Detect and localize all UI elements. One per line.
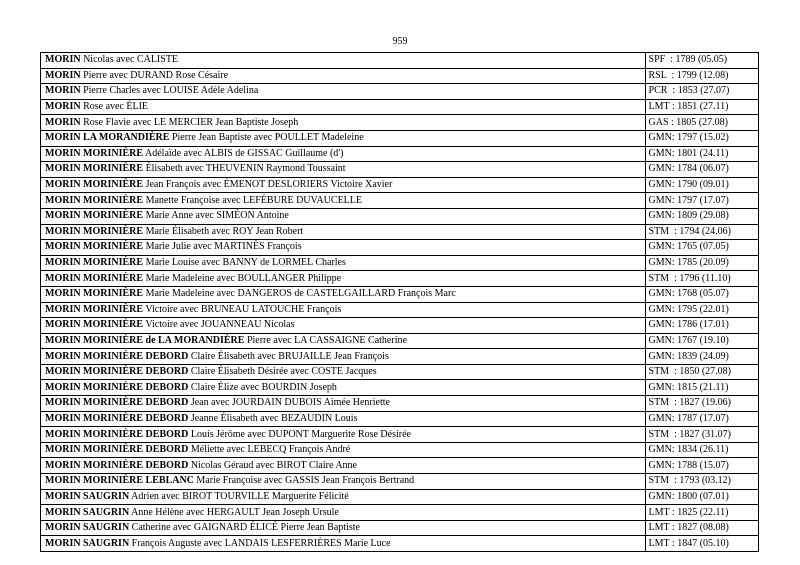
reference-cell: GMN: 1801 (24.11)	[645, 146, 758, 162]
surname: MORIN MORINIÈRE	[45, 147, 144, 159]
surname: MORIN	[45, 101, 81, 113]
given-names-and-spouse: Marie Madeleine avec DANGEROS de CASTELGAILLARD François Marc	[145, 288, 456, 300]
table-row	[41, 84, 759, 100]
given-names-and-spouse: Jean avec JOURDAIN DUBOIS Aimée Henriette	[190, 397, 390, 409]
reference-cell: LMT : 1851 (27.11)	[645, 99, 758, 115]
table-row	[41, 162, 759, 178]
table-row	[41, 286, 759, 302]
reference-cell: GMN: 1765 (07.05)	[645, 240, 758, 256]
given-names-and-spouse: Marie Julie avec MARTINÈS François	[145, 241, 302, 253]
reference-cell: STM : 1796 (11.10)	[645, 271, 758, 287]
given-names-and-spouse: Marie Madeleine avec BOULLANGER Philippe	[145, 272, 342, 284]
reference-cell: LMT : 1847 (05.10)	[645, 536, 758, 552]
couple-cell	[41, 115, 646, 131]
given-names-and-spouse: Marie Françoise avec GASSIS Jean François Bertrand	[196, 475, 415, 487]
given-names-and-spouse: Rose Flavie avec LE MERCIER Jean Baptiste Joseph	[83, 116, 299, 128]
table-row	[41, 146, 759, 162]
table-row	[41, 520, 759, 536]
given-names-and-spouse: Claire Élisabeth avec BRUJAILLE Jean François	[190, 350, 389, 362]
reference-cell: SPF : 1789 (05.05)	[645, 53, 758, 69]
given-names-and-spouse: Marie Anne avec SIMÉON Antoine	[145, 210, 289, 222]
couple-cell	[41, 271, 646, 287]
couple-cell	[41, 536, 646, 552]
reference-cell: STM : 1850 (27.08)	[645, 364, 758, 380]
reference-cell: GMN: 1785 (20.09)	[645, 255, 758, 271]
given-names-and-spouse: Adrien avec BIROT TOURVILLE Marguerite Félicité	[131, 490, 349, 502]
given-names-and-spouse: Jean François avec ÉMENOT DESLORIERS Victoire Xavier	[145, 179, 393, 191]
couple-cell	[41, 474, 646, 490]
reference-cell: GMN: 1800 (07.01)	[645, 489, 758, 505]
surname: MORIN	[45, 54, 81, 66]
table-row	[41, 333, 759, 349]
table-row	[41, 302, 759, 318]
couple-cell	[41, 240, 646, 256]
table-row	[41, 349, 759, 365]
table-row	[41, 224, 759, 240]
given-names-and-spouse: Catherine avec GAIGNARD ÉLICÉ Pierre Jean Baptiste	[131, 522, 360, 534]
surname: MORIN MORINIÈRE LEBLANC	[45, 475, 194, 487]
couple-cell	[41, 318, 646, 334]
surname: MORIN MORINIÈRE	[45, 257, 144, 269]
reference-cell: GMN: 1797 (17.07)	[645, 193, 758, 209]
given-names-and-spouse: Pierre Jean Baptiste avec POULLET Madeleine	[171, 132, 364, 144]
reference-cell: GMN: 1839 (24.09)	[645, 349, 758, 365]
reference-cell: GMN: 1768 (05.07)	[645, 286, 758, 302]
table-row	[41, 68, 759, 84]
couple-cell	[41, 177, 646, 193]
reference-cell: GMN: 1784 (06.07)	[645, 162, 758, 178]
given-names-and-spouse: Adélaïde avec ALBIS de GISSAC Guillaume (d')	[145, 147, 344, 159]
table-row	[41, 489, 759, 505]
table-row	[41, 208, 759, 224]
couple-cell	[41, 442, 646, 458]
reference-cell: STM : 1793 (03.12)	[645, 474, 758, 490]
surname: MORIN	[45, 116, 81, 128]
surname: MORIN MORINIÈRE DEBORD	[45, 397, 189, 409]
couple-cell	[41, 146, 646, 162]
reference-cell: STM : 1827 (19.06)	[645, 396, 758, 412]
couple-cell	[41, 130, 646, 146]
page-number: 959	[392, 36, 408, 47]
table-row	[41, 255, 759, 271]
given-names-and-spouse: Claire Élisabeth Désirée avec COSTE Jacques	[190, 366, 377, 378]
reference-cell: GAS : 1805 (27.08)	[645, 115, 758, 131]
couple-cell	[41, 505, 646, 521]
reference-cell: GMN: 1767 (19.10)	[645, 333, 758, 349]
given-names-and-spouse: Marie Louise avec BANNY de LORMEL Charles	[145, 257, 346, 269]
surname: MORIN MORINIÈRE DEBORD	[45, 444, 189, 456]
surname: MORIN MORINIÈRE	[45, 288, 144, 300]
couple-cell	[41, 224, 646, 240]
surname: MORIN MORINIÈRE DEBORD	[45, 350, 189, 362]
surname: MORIN MORINIÈRE DEBORD	[45, 381, 189, 393]
reference-cell: GMN: 1815 (21.11)	[645, 380, 758, 396]
table-row	[41, 130, 759, 146]
given-names-and-spouse: Pierre avec LA CASSAIGNE Catherine	[246, 334, 407, 346]
given-names-and-spouse: Victoire avec BRUNEAU LATOUCHE François	[145, 303, 342, 315]
table-row	[41, 271, 759, 287]
table-row	[41, 318, 759, 334]
table-row	[41, 177, 759, 193]
couple-cell	[41, 255, 646, 271]
couple-cell	[41, 458, 646, 474]
surname: MORIN	[45, 69, 81, 81]
reference-cell: GMN: 1834 (26.11)	[645, 442, 758, 458]
given-names-and-spouse: Nicolas Géraud avec BIROT Claire Anne	[190, 459, 357, 471]
surname: MORIN MORINIÈRE de LA MORANDIÈRE	[45, 334, 245, 346]
table-row	[41, 240, 759, 256]
surname: MORIN MORINIÈRE	[45, 210, 144, 222]
reference-cell: LMT : 1827 (08.08)	[645, 520, 758, 536]
surname: MORIN MORINIÈRE DEBORD	[45, 412, 189, 424]
reference-cell: GMN: 1809 (29.08)	[645, 208, 758, 224]
surname: MORIN MORINIÈRE	[45, 303, 144, 315]
couple-cell	[41, 286, 646, 302]
couple-cell	[41, 349, 646, 365]
given-names-and-spouse: Pierre Charles avec LOUISE Adèle Adelina	[83, 85, 259, 97]
given-names-and-spouse: Nicolas avec CALISTE	[83, 54, 179, 66]
given-names-and-spouse: Anne Hélène avec HERGAULT Jean Joseph Ursule	[131, 506, 339, 518]
couple-cell	[41, 520, 646, 536]
table-row	[41, 411, 759, 427]
couple-cell	[41, 193, 646, 209]
table-row	[41, 193, 759, 209]
couple-cell	[41, 53, 646, 69]
couple-cell	[41, 208, 646, 224]
given-names-and-spouse: Manette Françoise avec LEFÉBURE DUVAUCELLE	[145, 194, 362, 206]
given-names-and-spouse: Rose avec ÉLIE	[83, 101, 149, 113]
given-names-and-spouse: Méliette avec LEBECQ François André	[190, 444, 351, 456]
reference-cell: GMN: 1788 (15.07)	[645, 458, 758, 474]
table-row	[41, 99, 759, 115]
couple-cell	[41, 364, 646, 380]
reference-cell: GMN: 1787 (17.07)	[645, 411, 758, 427]
surname: MORIN SAUGRIN	[45, 522, 130, 534]
reference-cell: GMN: 1795 (22.01)	[645, 302, 758, 318]
table-row	[41, 364, 759, 380]
table-row	[41, 458, 759, 474]
surname: MORIN SAUGRIN	[45, 506, 130, 518]
couple-cell	[41, 99, 646, 115]
couple-cell	[41, 333, 646, 349]
reference-cell: PCR : 1853 (27.07)	[645, 84, 758, 100]
reference-cell: GMN: 1797 (15.02)	[645, 130, 758, 146]
table-row	[41, 505, 759, 521]
given-names-and-spouse: Claire Élize avec BOURDIN Joseph	[190, 381, 337, 393]
surname: MORIN SAUGRIN	[45, 537, 130, 549]
surname: MORIN	[45, 85, 81, 97]
given-names-and-spouse: Jeanne Élisabeth avec BEZAUDIN Louis	[190, 412, 358, 424]
table-row	[41, 380, 759, 396]
surname: MORIN MORINIÈRE	[45, 319, 144, 331]
reference-cell: STM : 1827 (31.07)	[645, 427, 758, 443]
surname: MORIN MORINIÈRE	[45, 225, 144, 237]
reference-cell: GMN: 1786 (17.01)	[645, 318, 758, 334]
surname: MORIN MORINIÈRE DEBORD	[45, 366, 189, 378]
surname: MORIN MORINIÈRE	[45, 163, 144, 175]
table-row	[41, 53, 759, 69]
couple-cell	[41, 68, 646, 84]
surname: MORIN MORINIÈRE	[45, 179, 144, 191]
couple-cell	[41, 84, 646, 100]
register-body	[41, 53, 759, 552]
table-row	[41, 115, 759, 131]
couple-cell	[41, 302, 646, 318]
couple-cell	[41, 162, 646, 178]
table-row	[41, 536, 759, 552]
given-names-and-spouse: Victoire avec JOUANNEAU Nicolas	[145, 319, 295, 331]
table-row	[41, 474, 759, 490]
surname: MORIN LA MORANDIÈRE	[45, 132, 170, 144]
reference-cell: RSL : 1799 (12.08)	[645, 68, 758, 84]
given-names-and-spouse: François Auguste avec LANDAIS LESFERRIÈRES Marie Luce	[131, 537, 391, 549]
table-row	[41, 427, 759, 443]
given-names-and-spouse: Louis Jérôme avec DUPONT Marguerite Rose Désirée	[190, 428, 411, 440]
couple-cell	[41, 380, 646, 396]
table-row	[41, 396, 759, 412]
couple-cell	[41, 489, 646, 505]
marriage-register-table	[40, 52, 759, 552]
reference-cell: STM : 1794 (24.06)	[645, 224, 758, 240]
surname: MORIN MORINIÈRE DEBORD	[45, 459, 189, 471]
given-names-and-spouse: Marie Élisabeth avec ROY Jean Robert	[145, 225, 304, 237]
couple-cell	[41, 411, 646, 427]
surname: MORIN MORINIÈRE	[45, 272, 144, 284]
given-names-and-spouse: Élisabeth avec THEUVENIN Raymond Toussaint	[145, 163, 346, 175]
reference-cell: LMT : 1825 (22.11)	[645, 505, 758, 521]
surname: MORIN SAUGRIN	[45, 490, 130, 502]
given-names-and-spouse: Pierre avec DURAND Rose Césaire	[83, 69, 229, 81]
surname: MORIN MORINIÈRE	[45, 194, 144, 206]
couple-cell	[41, 427, 646, 443]
table-row	[41, 442, 759, 458]
surname: MORIN MORINIÈRE DEBORD	[45, 428, 189, 440]
couple-cell	[41, 396, 646, 412]
reference-cell: GMN: 1790 (09.01)	[645, 177, 758, 193]
surname: MORIN MORINIÈRE	[45, 241, 144, 253]
